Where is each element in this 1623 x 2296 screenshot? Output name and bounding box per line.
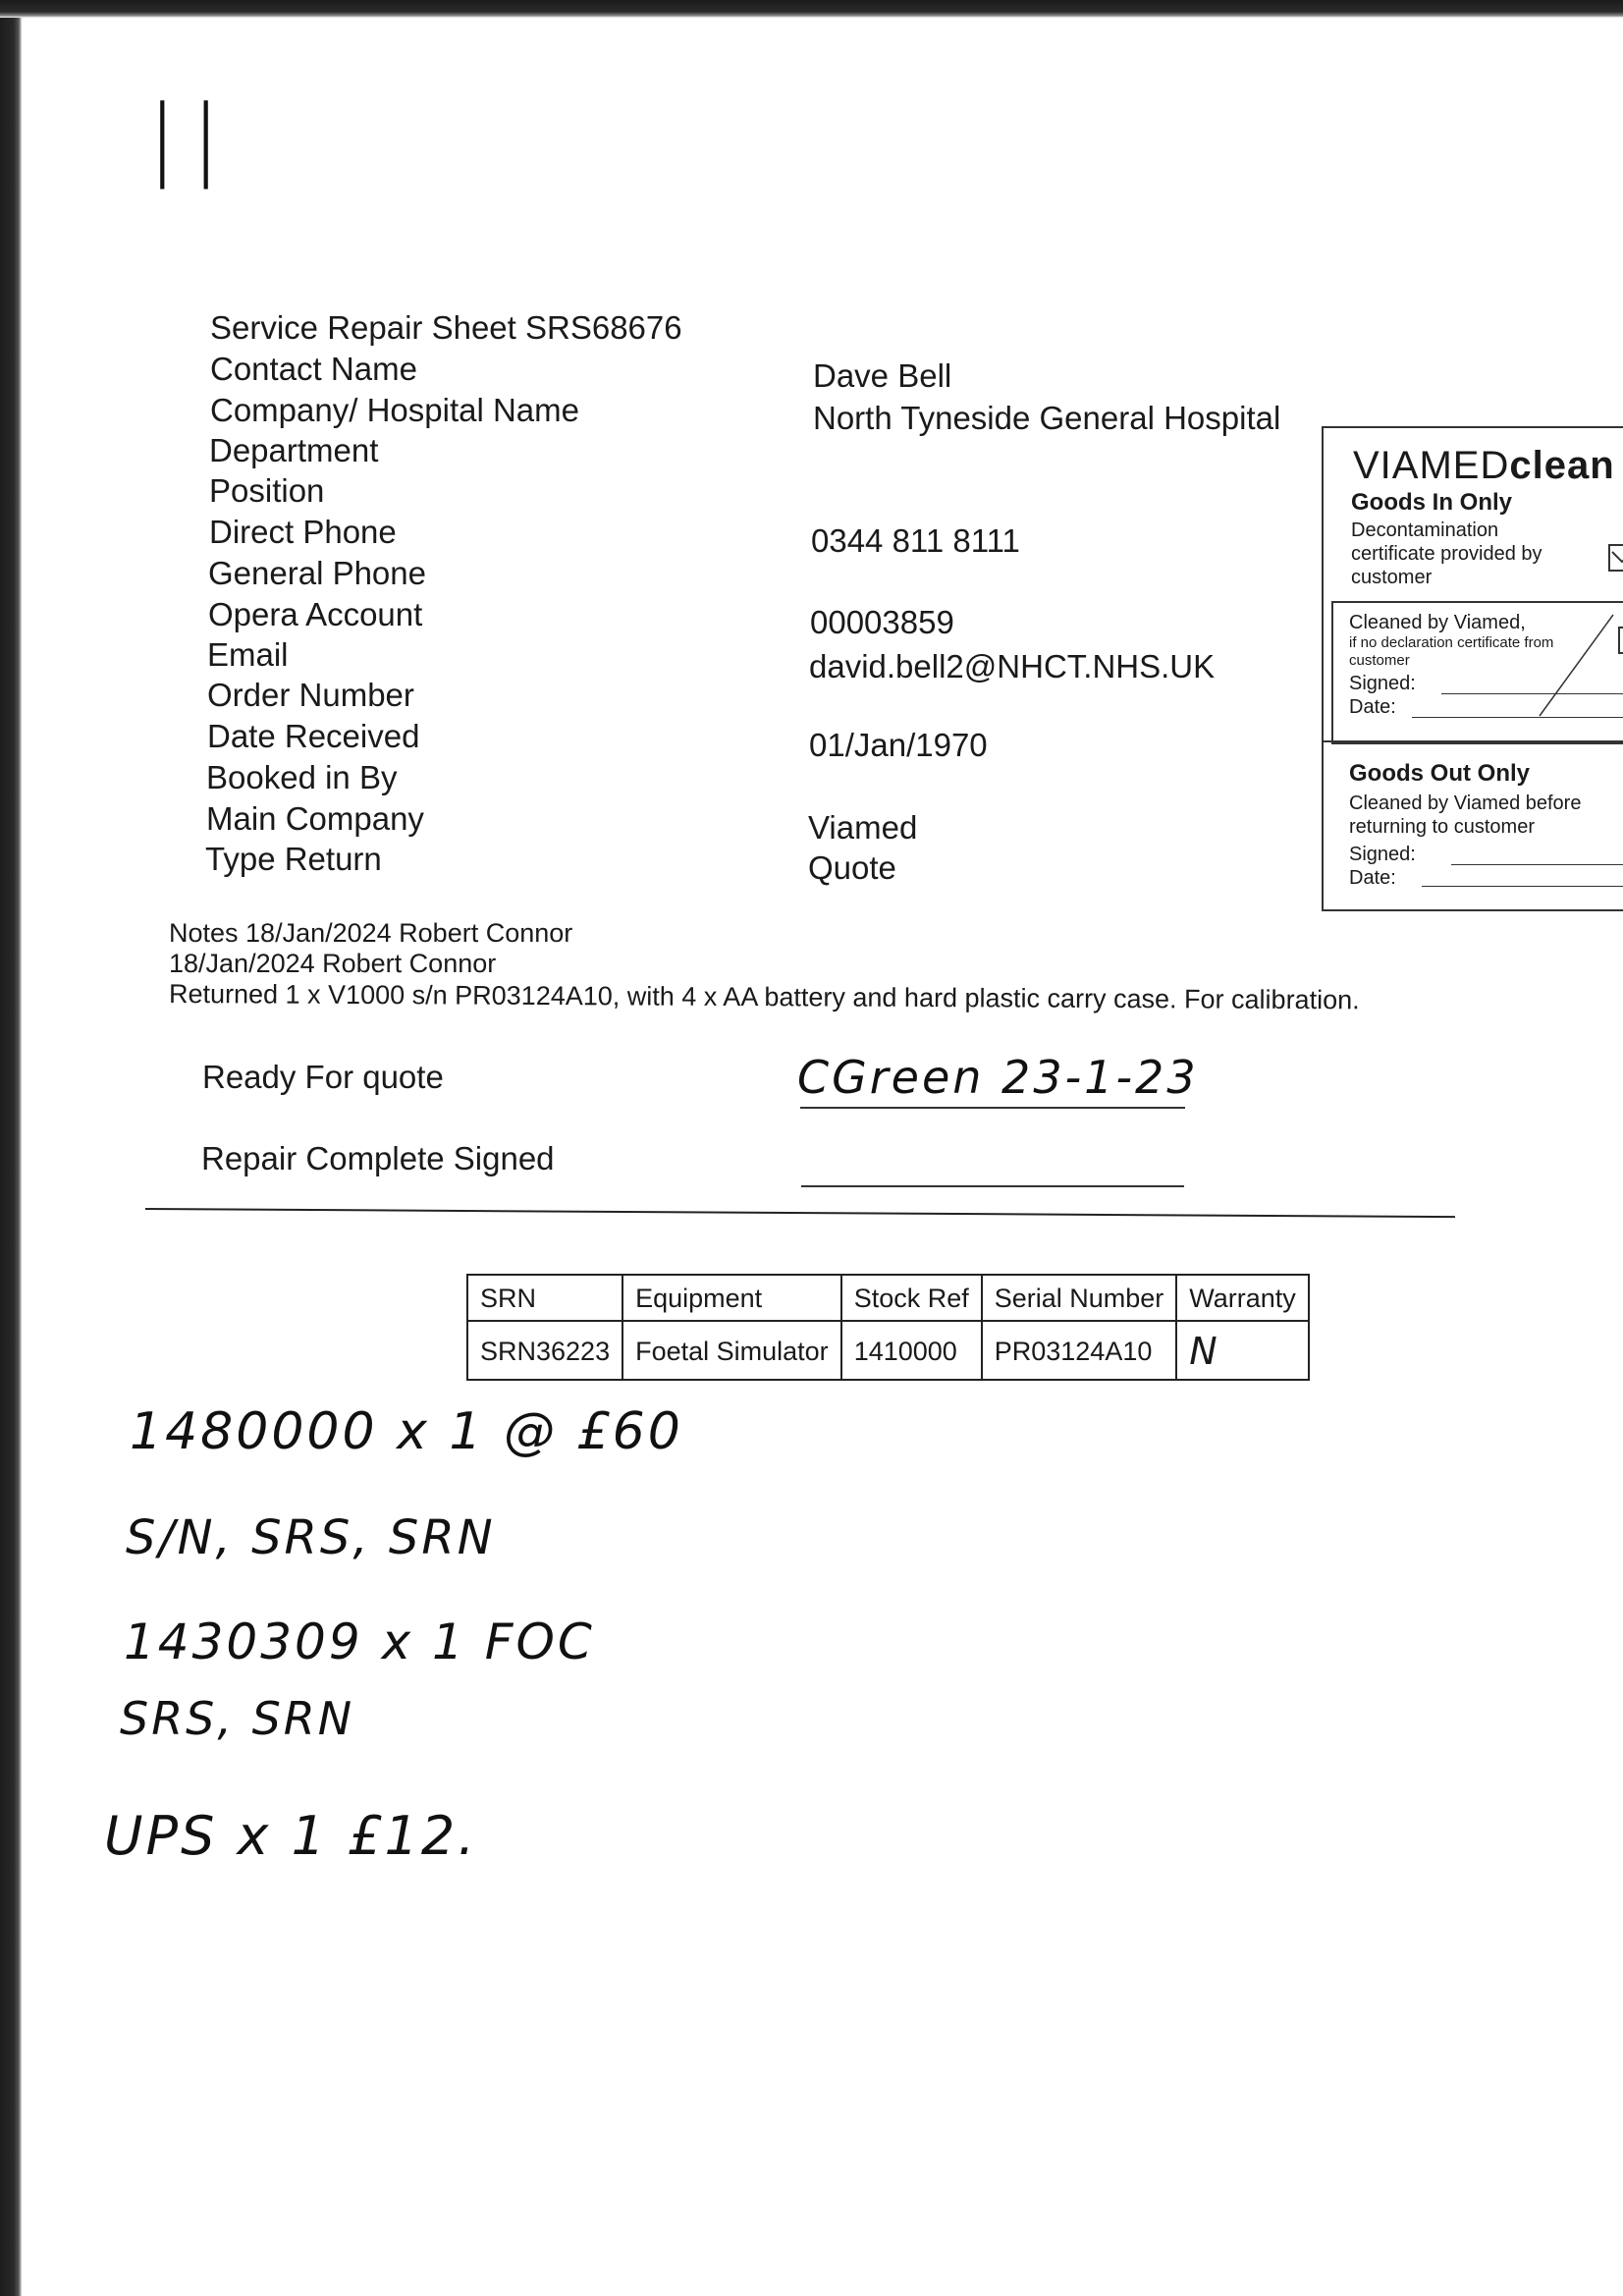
goods-out-title: Goods Out Only — [1349, 760, 1530, 787]
label-position: Position — [209, 472, 325, 509]
stamp-brand-prefix: VIAMED — [1353, 444, 1510, 487]
scan-edge-left — [0, 0, 22, 2296]
section-divider — [145, 1208, 1455, 1218]
table-cell: PR03124A10 — [982, 1321, 1177, 1380]
label-department: Department — [209, 432, 379, 468]
table-cell: 1410000 — [841, 1321, 982, 1380]
srn-table — [466, 1274, 1310, 1381]
cleaned-checkbox[interactable] — [1618, 627, 1623, 654]
label-direct-phone: Direct Phone — [209, 514, 397, 550]
table-header-cell: Equipment — [622, 1275, 841, 1321]
repair-complete-label: Repair Complete Signed — [201, 1140, 555, 1176]
label-opera-account: Opera Account — [208, 596, 423, 632]
value-opera-account: 00003859 — [810, 604, 954, 640]
goods-out-date-line — [1422, 886, 1623, 887]
goods-out-text: Cleaned by Viamed before returning to customer — [1349, 793, 1582, 838]
checkmark-icon — [1610, 546, 1623, 570]
cleaned-signed-label: Signed: — [1349, 673, 1416, 694]
repair-complete-signature-line — [801, 1185, 1184, 1187]
label-booked-in-by: Booked in By — [206, 759, 398, 795]
diagonal-pen-stroke — [1530, 613, 1618, 721]
cleaned-note: if no declaration certificate from customer — [1349, 634, 1554, 669]
label-type-return: Type Return — [205, 841, 382, 877]
label-email: Email — [207, 636, 289, 673]
cleaned-title: Cleaned by Viamed, — [1349, 612, 1526, 633]
goods-in-checkbox[interactable] — [1608, 544, 1623, 572]
document-page — [22, 18, 1623, 2296]
handwritten-top-mark: || — [147, 86, 235, 190]
stamp-brand-suffix: clean — [1509, 444, 1615, 487]
table-header-cell: Serial Number — [982, 1275, 1177, 1321]
goods-out-date-label: Date: — [1349, 867, 1396, 889]
handwritten-line-2: S/N, SRS, SRN — [126, 1510, 496, 1565]
label-date-received: Date Received — [207, 718, 420, 754]
value-main-company: Viamed — [808, 809, 918, 846]
cleaned-date-label: Date: — [1349, 696, 1396, 718]
ready-signature-line — [800, 1107, 1185, 1109]
label-general-phone: General Phone — [208, 555, 426, 591]
handwritten-line-3: 1430309 x 1 FOC — [124, 1613, 595, 1670]
value-direct-phone: 0344 811 8111 — [811, 522, 1020, 559]
table-header-cell: SRN — [467, 1275, 622, 1321]
table-header-row — [467, 1275, 1309, 1321]
stamp-divider — [1324, 740, 1623, 742]
notes-line-2: 18/Jan/2024 Robert Connor — [169, 949, 497, 978]
stamp-brand — [1353, 444, 1615, 488]
table-row — [467, 1321, 1309, 1380]
notes-line-1: Notes 18/Jan/2024 Robert Connor — [169, 918, 573, 948]
notes-line-3: Returned 1 x V1000 s/n PR03124A10, with 4 x AA battery and hard plastic carry case. For calibration. — [168, 979, 1360, 1015]
handwritten-line-5: UPS x 1 £12. — [104, 1805, 478, 1867]
goods-in-title: Goods In Only — [1351, 489, 1513, 516]
label-company: Company/ Hospital Name — [210, 392, 579, 428]
value-type-return: Quote — [808, 849, 896, 886]
scan-edge-top — [0, 0, 1623, 18]
warranty-handwritten: N — [1189, 1330, 1217, 1373]
table-cell: SRN36223 — [467, 1321, 622, 1380]
label-order-number: Order Number — [207, 677, 414, 713]
table-cell-warranty — [1176, 1321, 1309, 1380]
value-date-received: 01/Jan/1970 — [809, 727, 988, 763]
handwritten-line-1: 1480000 x 1 @ £60 — [130, 1402, 683, 1461]
table-header-cell: Warranty — [1176, 1275, 1309, 1321]
value-company: North Tyneside General Hospital — [813, 400, 1281, 436]
notes-block — [168, 918, 1360, 1015]
label-contact-name: Contact Name — [210, 351, 417, 387]
ready-for-quote-signature: CGreen 23-1-23 — [797, 1051, 1199, 1104]
table-header-cell: Stock Ref — [841, 1275, 982, 1321]
goods-out-signed-line — [1451, 864, 1623, 865]
handwritten-line-4: SRS, SRN — [120, 1692, 355, 1745]
value-email: david.bell2@NHCT.NHS.UK — [809, 648, 1216, 684]
ready-for-quote-label: Ready For quote — [202, 1059, 444, 1095]
goods-in-text: Decontamination certificate provided by customer — [1351, 519, 1542, 588]
goods-out-signed-label: Signed: — [1349, 844, 1416, 865]
table-cell: Foetal Simulator — [622, 1321, 841, 1380]
value-contact-name: Dave Bell — [813, 357, 952, 394]
viamed-clean-stamp — [1322, 426, 1623, 911]
cleaned-by-viamed-box — [1331, 601, 1623, 744]
label-main-company: Main Company — [206, 800, 424, 837]
page-title: Service Repair Sheet SRS68676 — [210, 309, 682, 346]
